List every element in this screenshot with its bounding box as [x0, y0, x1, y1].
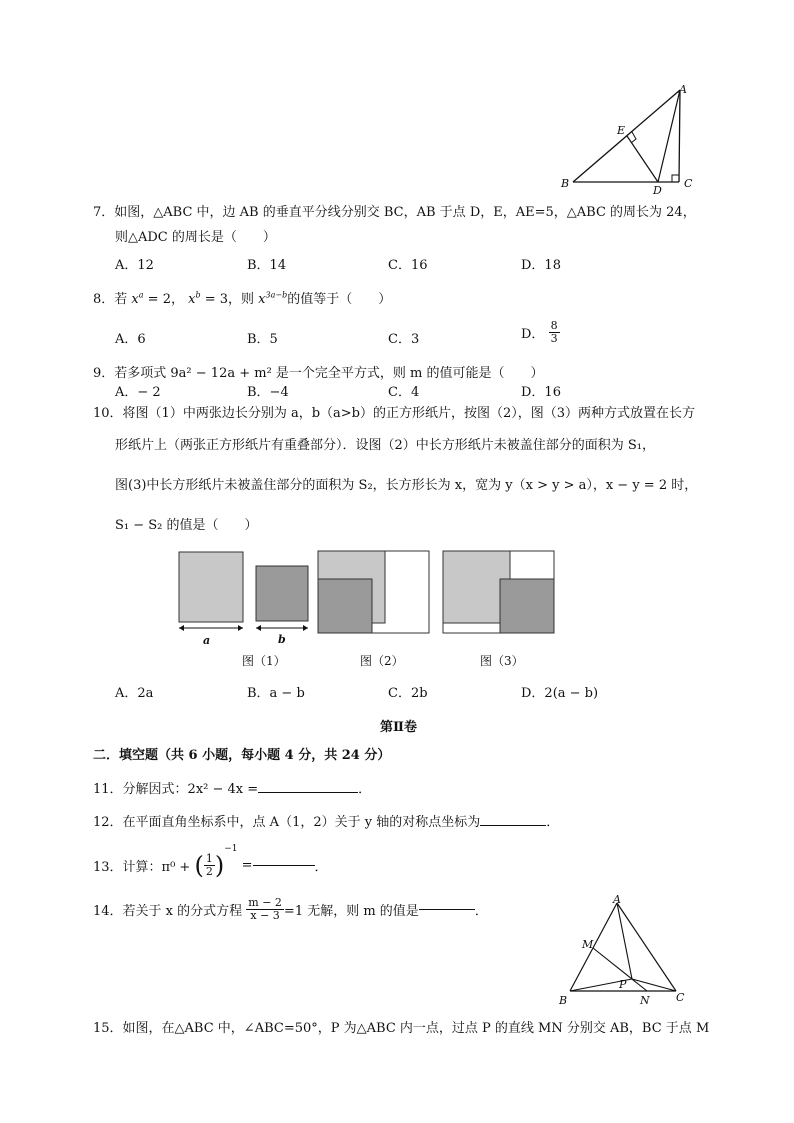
q8-option-d[interactable] — [521, 320, 560, 345]
q7-label-d: D — [653, 184, 662, 197]
q13-num: 1 — [205, 851, 213, 865]
q8-option-a[interactable]: A．6 — [115, 332, 146, 347]
q8-exp1: a — [138, 290, 144, 300]
q14-post: =1 无解，则 m 的值是 — [283, 904, 419, 920]
q13-answer-blank[interactable] — [253, 865, 315, 866]
q15-label-c: C — [676, 991, 685, 1004]
q14-answer-blank[interactable] — [419, 909, 475, 910]
q8-stem-post: 的值等于（ ） — [287, 292, 392, 307]
q10-caption-2: 图（2） — [360, 654, 404, 668]
q10-fig1-label-a: a — [203, 634, 211, 647]
q14-end: ． — [474, 904, 488, 920]
q10-figure-2 — [317, 550, 431, 636]
q8-option-c[interactable]: C．3 — [388, 332, 420, 347]
q10-figure-1 — [176, 550, 250, 650]
q10-caption-3: 图（3） — [480, 654, 524, 668]
q8-stem-pre: 8．若 — [93, 292, 128, 307]
q7-label-e: E — [617, 124, 626, 137]
q7-stem-line2: 则△ADC 的周长是（ ） — [115, 230, 276, 245]
q10-stem-line4: S₁ − S₂ 的值是（ ） — [115, 518, 258, 533]
q13-fraction — [204, 853, 215, 878]
q8-eq1: = 2， — [143, 292, 184, 307]
q8-expr1: x — [131, 292, 139, 307]
q15-label-m: M — [582, 938, 594, 951]
q14-fraction — [246, 897, 284, 922]
q14-pre: 14．若关于 x 的分式方程 — [93, 904, 243, 920]
q7-stem-line1: 7．如图，△ABC 中，边 AB 的垂直平分线分别交 BC，AB 于点 D，E，AE=5，△ABC 的周长为 24， — [93, 205, 696, 220]
q9-option-b[interactable]: B．−4 — [247, 385, 289, 400]
q9-option-d[interactable]: D．16 — [521, 385, 561, 400]
q12-text: 12．在平面直角坐标系中，点 A（1，2）关于 y 轴的对称点坐标为 — [93, 815, 481, 830]
q15-label-p: P — [619, 978, 627, 991]
q8-stem — [93, 288, 391, 307]
q7-triangle-figure — [560, 83, 700, 197]
q13-exp: −1 — [224, 844, 238, 854]
q13: 13．计算：π⁰ + ( $\frac{1}{2}$ )$^{-1}$ = ． — [93, 844, 328, 880]
q10-option-d[interactable]: D．2(a − b) — [521, 686, 599, 701]
q7-option-d[interactable]: D．18 — [521, 258, 561, 273]
q12-answer-blank[interactable] — [480, 825, 546, 826]
q15-triangle-figure — [556, 893, 692, 1009]
q7-label-b: B — [561, 177, 570, 190]
q7-label-a: A — [679, 83, 687, 96]
q8-option-d-den: 3 — [550, 332, 558, 346]
q10-stem-line1: 10．将图（1）中两张边长分别为 a，b（a>b）的正方形纸片，按图（2），图（3）两种方式放置在长方 — [93, 406, 696, 421]
q13-pre: 13．计算：π⁰ + — [93, 860, 191, 875]
q8-exp2: b — [195, 290, 201, 300]
q8-option-b[interactable]: B．5 — [247, 332, 278, 347]
q10-stem-line3: 图(3)中长方形纸片未被盖住部分的面积为 S₂，长方形长为 x，宽为 y（x > y > a），x − y = 2 时， — [115, 478, 698, 493]
q11-answer-blank[interactable] — [258, 792, 358, 793]
q8-option-d-prefix: D． — [521, 327, 545, 343]
q13-end: ． — [314, 860, 328, 875]
q9-option-c[interactable]: C．4 — [388, 385, 420, 400]
q14-den: x − 3 — [250, 909, 280, 923]
q14 — [93, 897, 488, 922]
q10-fig1-label-b: b — [278, 633, 286, 646]
q9-option-a[interactable]: A．− 2 — [115, 385, 161, 400]
q10-option-c[interactable]: C．2b — [388, 686, 428, 701]
q11 — [93, 778, 371, 797]
q10-stem-line2: 形纸片上（两张正方形纸片有重叠部分）．设图（2）中长方形纸片未被盖住部分的面积为 S₁， — [115, 438, 656, 453]
q15-label-n: N — [640, 994, 650, 1007]
q10-figure-3 — [442, 550, 556, 636]
q8-option-d-fraction — [549, 320, 560, 345]
q11-end: ． — [358, 782, 372, 797]
q12 — [93, 811, 559, 830]
q8-expr3: x — [258, 292, 266, 307]
q13-den: 2 — [205, 865, 213, 878]
section-heading: 二．填空题（共 6 小题，每小题 4 分，共 24 分） — [93, 748, 391, 763]
q15-stem-line1: 15．如图，在△ABC 中，∠ABC=50°，P 为△ABC 内一点，过点 P 的直线 MN 分别交 AB，BC 于点 M — [93, 1021, 710, 1036]
q13-eq: = — [237, 858, 253, 873]
q10-caption-1: 图（1） — [242, 654, 286, 668]
q8-option-d-num: 8 — [550, 319, 558, 332]
q15-label-a: A — [613, 893, 621, 906]
q9-stem: 9．若多项式 9a² − 12a + m² 是一个完全平方式，则 m 的值可能是（ ） — [93, 366, 544, 381]
q7-option-a[interactable]: A．12 — [115, 258, 154, 273]
q10-figure-1b — [253, 550, 315, 650]
q15-label-b: B — [559, 994, 568, 1007]
q12-end: ． — [546, 815, 560, 830]
q10-option-a[interactable]: A．2a — [115, 686, 154, 701]
q8-exp3: 3a−b — [265, 290, 288, 300]
q11-text: 11．分解因式：2x² − 4x = — [93, 782, 259, 797]
volume-title: 第Ⅱ卷 — [380, 720, 417, 735]
q7-label-c: C — [684, 177, 693, 190]
q7-option-c[interactable]: C．16 — [388, 258, 428, 273]
q7-option-b[interactable]: B．14 — [247, 258, 287, 273]
q10-option-b[interactable]: B．a − b — [247, 686, 305, 701]
q8-eq2: = 3，则 — [200, 292, 255, 307]
q14-num: m − 2 — [248, 896, 282, 909]
q8-expr2: x — [188, 292, 196, 307]
